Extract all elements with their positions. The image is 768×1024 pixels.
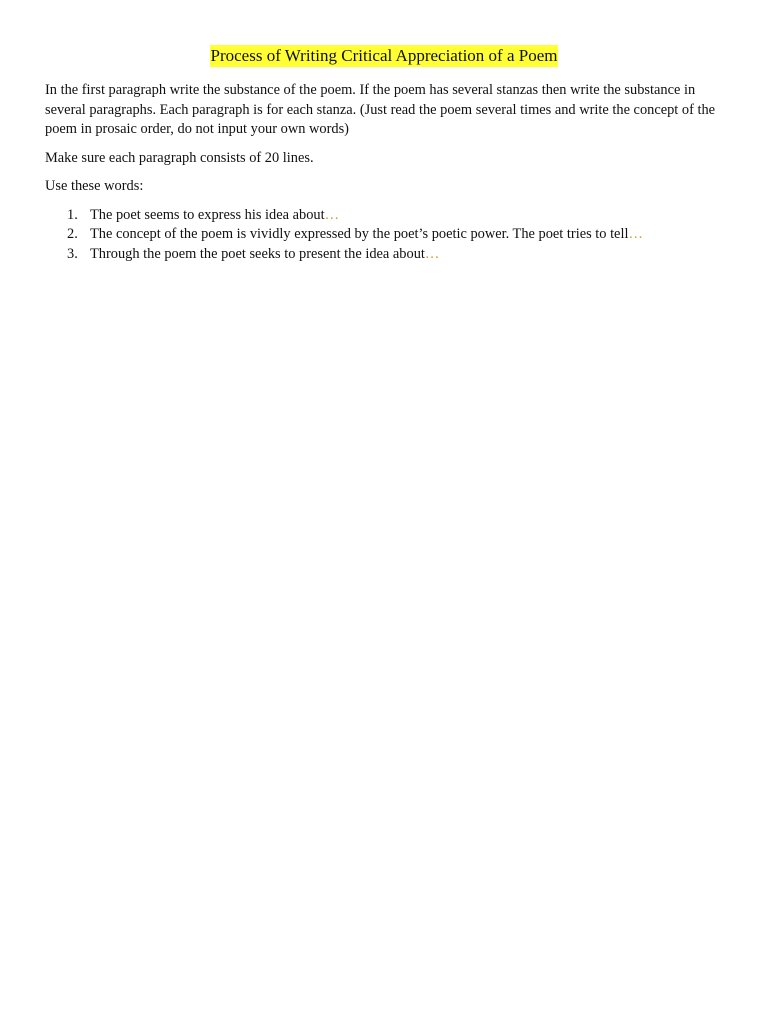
list-item [45,206,725,226]
list-item-number: 1. [67,206,78,223]
title-container [0,45,768,67]
list-item-text: The concept of the poem is vividly expressed by the poet’s poetic power. The poet tries to tell [90,226,629,242]
use-words-paragraph: Use these words: [45,178,144,194]
list-item [45,225,725,245]
list-item [45,245,725,265]
list-item-text: The poet seems to express his idea about [90,206,325,223]
list-item-number: 2. [67,226,78,242]
document-body [45,81,725,264]
ellipsis-mark: … [628,226,643,242]
list-item-number: 3. [67,245,78,262]
ellipsis-mark: … [424,245,440,262]
phrase-list [45,206,725,265]
document-title: Process of Writing Critical Appreciation of a Poem [210,46,558,65]
list-item-text: Through the poem the poet seeks to present the idea about [90,245,425,262]
ellipsis-mark: … [324,206,339,223]
length-rule-paragraph: Make sure each paragraph consists of 20 lines. [45,149,314,166]
intro-paragraph: In the first paragraph write the substance of the poem. If the poem has several stanzas then write the substance in several paragraphs. Each paragraph is for each stanza. (Just read the poem several times and write the concept of the poem in prosaic order, do not input your own words) [45,82,716,137]
